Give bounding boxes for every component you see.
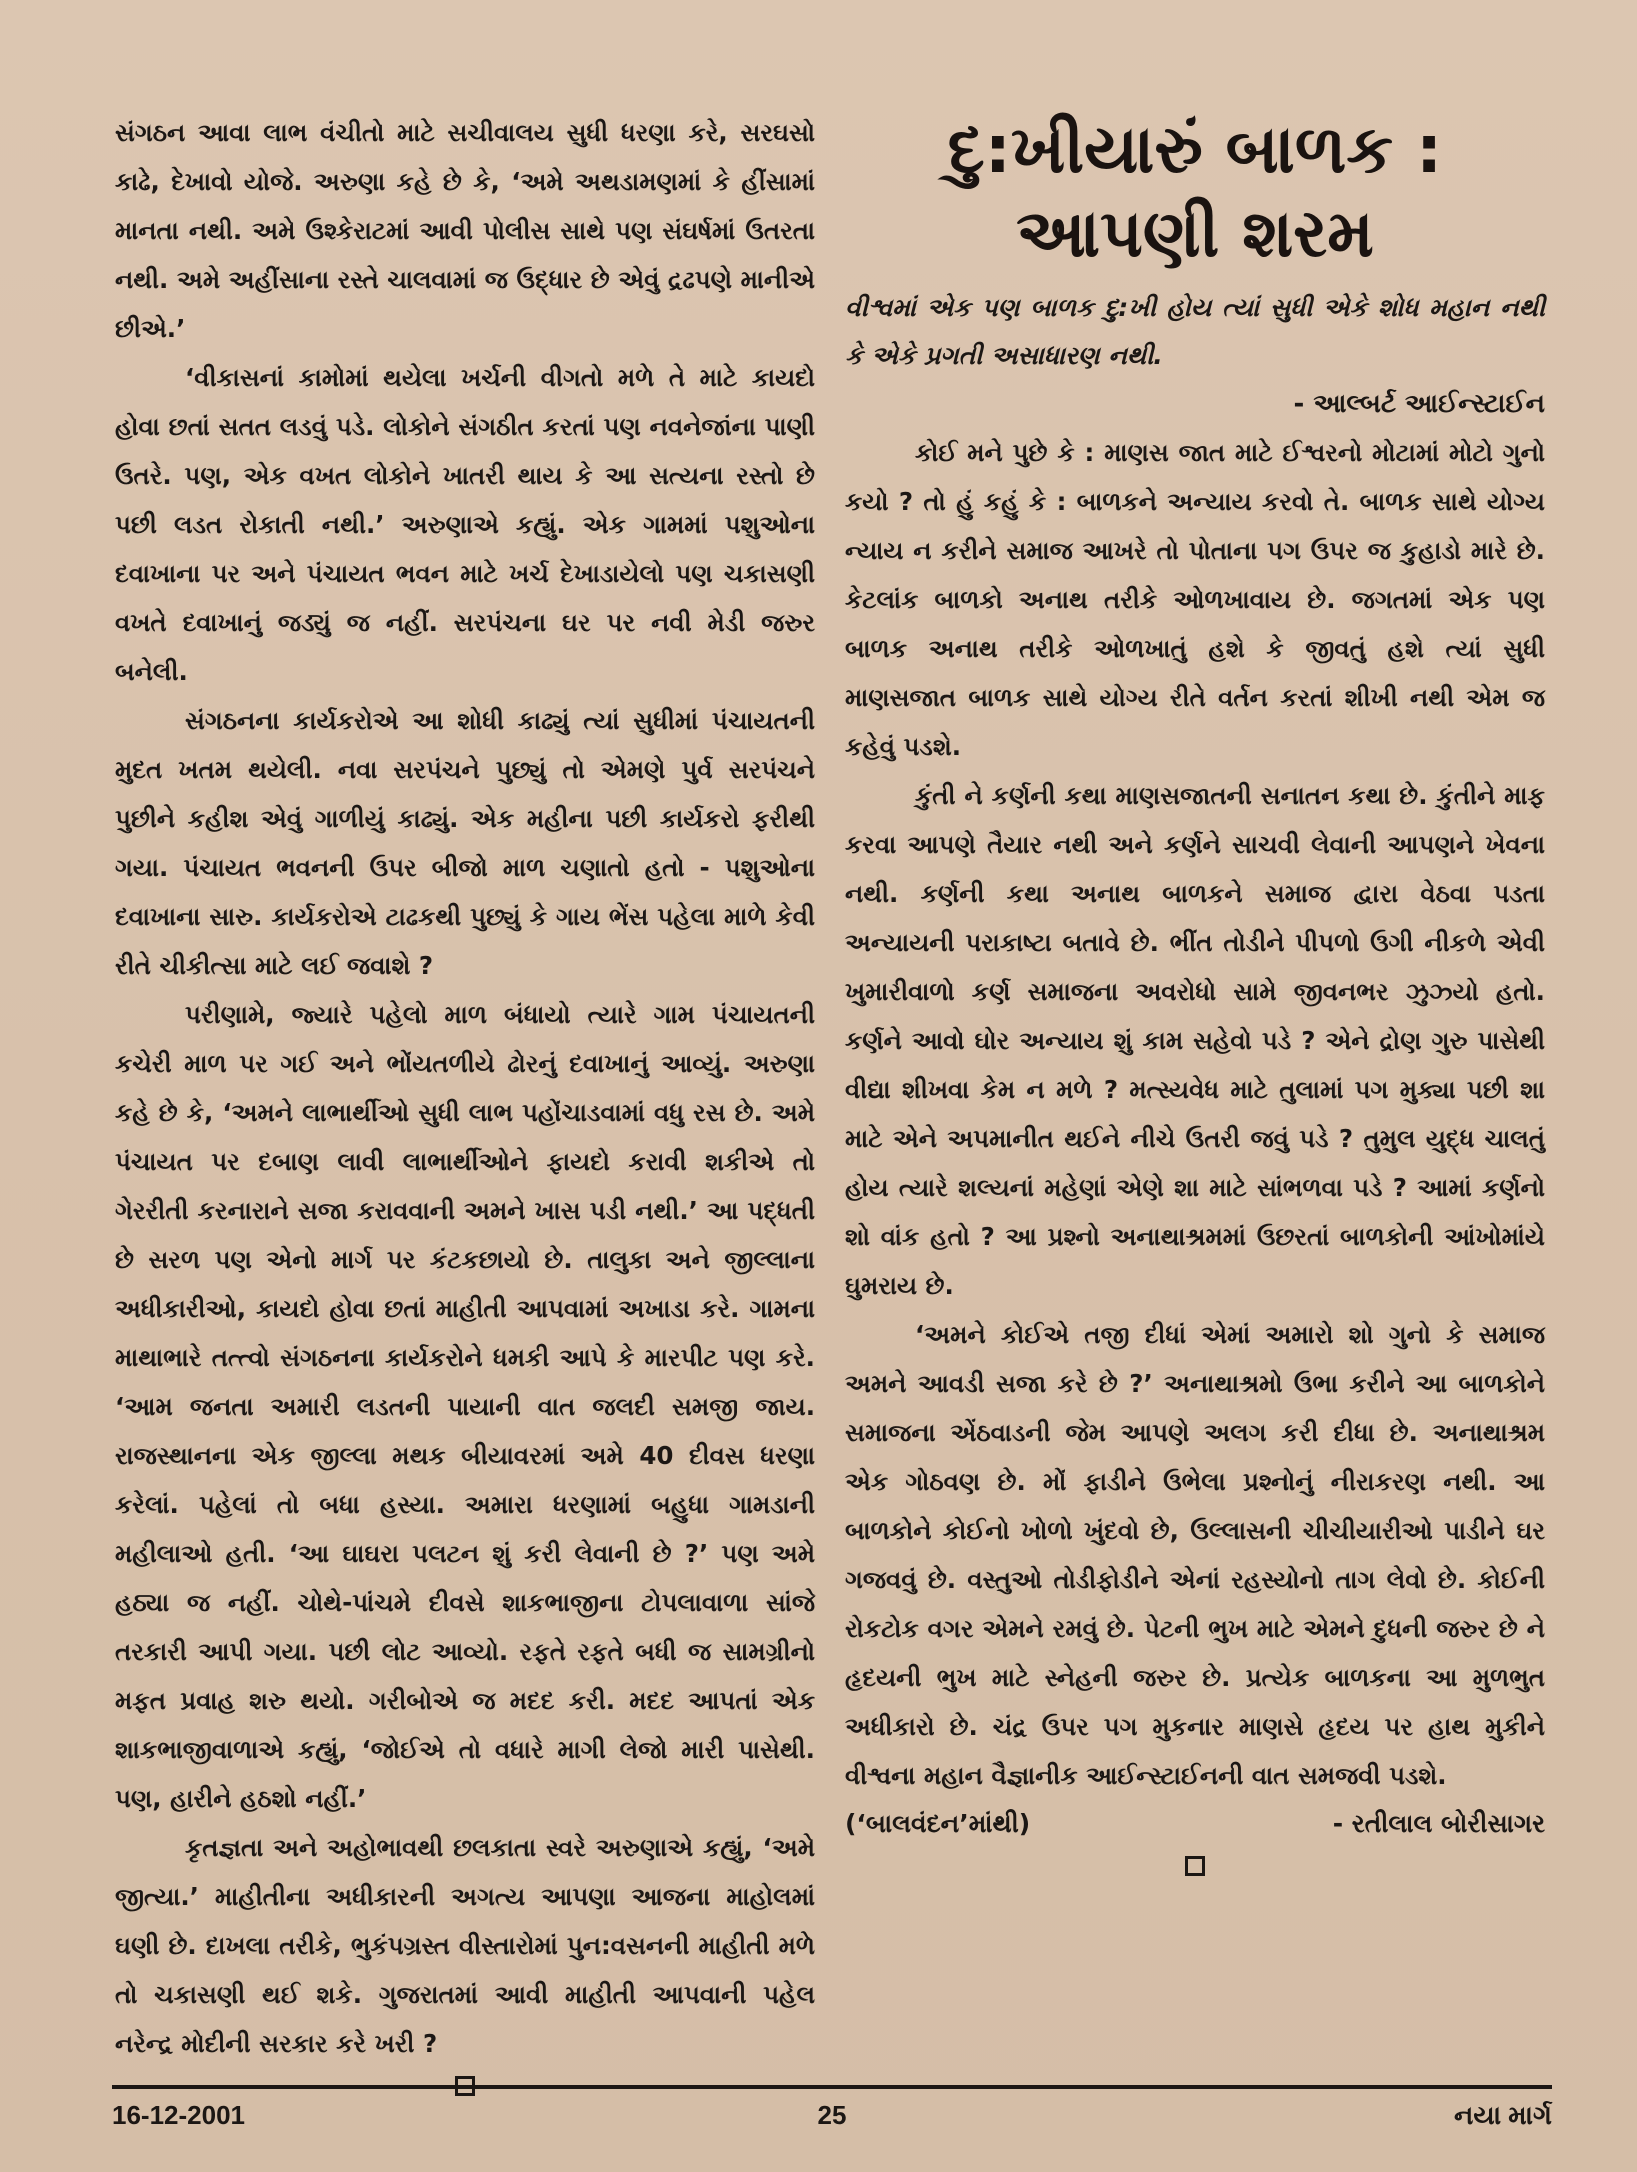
article-title (845, 108, 1545, 276)
right-paragraph-1: કોઈ મને પુછે કે : માણસ જાત માટે ઈશ્વરનો મોટામાં મોટો ગુનો કયો ? તો હું કહું કે : બાળકને અન્યાય કરવો તે. બાળક સાથે યોગ્ય ન્યાય ન કરીને સમાજ આખરે તો પોતાના પગ ઉપર જ કુહાડો મારે છે. કેટલાંક બાળકો અનાથ તરીકે ઓળખાવાય છે. જગતમાં એક પણ બાળક અનાથ તરીકે ઓળખાતું હશે કે જીવતું હશે ત્યાં સુધી માણસજાત બાળક સાથે યોગ્ય રીતે વર્તન કરતાં શીખી નથી એમ જ કહેવું પડશે. (845, 438, 1545, 761)
title-line-2: આપણી શરમ (1016, 195, 1374, 272)
right-paragraph-3: ‘અમને કોઈએ તજી દીધાં એમાં અમારો શો ગુનો કે સમાજ અમને આવડી સજા કરે છે ?’ અનાથાશ્રમો ઉભા કરીને આ બાળકોને સમાજના એંઠવાડની જેમ આપણે અલગ કરી દીધા છે. અનાથાશ્રમ એક ગોઠવણ છે. મોં ફાડીને ઉભેલા પ્રશ્નોનું નીરાકરણ નથી. આ બાળકોને કોઈનો ખોળો ખુંદવો છે, ઉલ્લાસની ચીચીયારીઓ પાડીને ઘર ગજવવું છે. વસ્તુઓ તોડીફોડીને એનાં રહસ્યોનો તાગ લેવો છે. કોઈની રોકટોક વગર એમને રમવું છે. પેટની ભુખ માટે એમને દુધની જરુર છે ને હૃદયની ભુખ માટે સ્નેહની જરુર છે. પ્રત્યેક બાળકના આ મુળભુત અધીકારો છે. ચંદ્ર ઉપર પગ મુકનાર માણસે હૃદય પર હાથ મુકીને વીશ્વના મહાન વૈજ્ઞાનીક આઈન્સ્ટાઈનની વાત સમજવી પડશે. (845, 1320, 1545, 1790)
article-source: (‘બાલવંદન’માંથી) (845, 1809, 1031, 1838)
left-column (115, 108, 815, 2108)
epigraph-author: - આલ્બર્ટ આઈન્સ્ટાઈન (1293, 389, 1545, 419)
issue-date: 16-12-2001 (112, 2100, 245, 2130)
left-paragraph-2: ‘વીકાસનાં કામોમાં થયેલા ખર્ચની વીગતો મળે તે માટે કાયદો હોવા છતાં સતત લડવું પડે. લોકોને સંગઠીત કરતાં પણ નવનેજાંના પાણી ઉતરે. પણ, એક વખત લોકોને ખાતરી થાય કે આ સત્યના રસ્તો છે પછી લડત રોકાતી નથી.’ અરુણાએ કહ્યું. એક ગામમાં પશુઓના દવાખાના પર અને પંચાયત ભવન માટે ખર્ચ દેખાડાયેલો પણ ચકાસણી વખતે દવાખાનું જડ્યું જ નહીં. સરપંચના ઘર પર નવી મેડી જરુર બનેલી. (115, 363, 815, 686)
left-paragraph-4: પરીણામે, જ્યારે પહેલો માળ બંધાયો ત્યારે ગામ પંચાયતની કચેરી માળ પર ગઈ અને ભોંયતળીયે ઢોરનું દવાખાનું આવ્યું. અરુણા કહે છે કે, ‘અમને લાભાર્થીઓ સુધી લાભ પહોંચાડવામાં વધુ રસ છે. અમે પંચાયત પર દબાણ લાવી લાભાર્થીઓને ફાયદો કરાવી શકીએ તો ગેરરીતી કરનારાને સજા કરાવવાની અમને ખાસ પડી નથી.’ આ પદ્ધતી છે સરળ પણ એનો માર્ગ પર કંટકછાયો છે. તાલુકા અને જીલ્લાના અધીકારીઓ, કાયદો હોવા છતાં માહીતી આપવામાં અખાડા કરે. ગામના માથાભારે તત્ત્વો સંગઠનના કાર્યકરોને ધમકી આપે કે મારપીટ પણ કરે. ‘આમ જનતા અમારી લડતની પાયાની વાત જલદી સમજી જાય. રાજસ્થાનના એક જીલ્લા મથક બીયાવરમાં અમે 40 દીવસ ધરણા કરેલાં. પહેલાં તો બધા હસ્યા. અમારા ધરણામાં બહુધા ગામડાની મહીલાઓ હતી. ‘આ ઘાઘરા પલટન શું કરી લેવાની છે ?’ પણ અમે હઠ્યા જ નહીં. ચોથે-પાંચમે દીવસે શાકભાજીના ટોપલાવાળા સાંજે તરકારી આપી ગયા. પછી લોટ આવ્યો. રફતે રફતે બધી જ સામગ્રીનો મફત પ્રવાહ શરુ થયો. ગરીબોએ જ મદદ કરી. મદદ આપતાં એક શાકભાજીવાળાએ કહ્યું, ‘જોઈએ તો વધારે માગી લેજો મારી પાસેથી. પણ, હારીને હઠશો નહીં.’ (115, 1000, 815, 1813)
footer-divider (112, 2085, 1552, 2089)
page-footer (112, 2100, 1552, 2132)
left-paragraph-3: સંગઠનના કાર્યકરોએ આ શોધી કાઢ્યું ત્યાં સુધીમાં પંચાયતની મુદત ખતમ થયેલી. નવા સરપંચને પુછ્યું તો એમણે પુર્વ સરપંચને પુછીને કહીશ એવું ગાળીયું કાઢ્યું. એક મહીના પછી કાર્યકરો ફરીથી ગયા. પંચાયત ભવનની ઉપર બીજો માળ ચણાતો હતો - પશુઓના દવાખાના સારુ. કાર્યકરોએ ટાઢકથી પુછ્યું કે ગાય ભેંસ પહેલા માળે કેવી રીતે ચીકીત્સા માટે લઈ જવાશે ? (115, 706, 815, 980)
end-square-icon (1185, 1856, 1205, 1876)
magazine-name: નયા માર્ગ (1454, 2100, 1552, 2130)
right-end-mark (845, 1848, 1545, 1888)
right-paragraph-2: કુંતી ને કર્ણની કથા માણસજાતની સનાતન કથા છે. કુંતીને માફ કરવા આપણે તૈયાર નથી અને કર્ણને સાચવી લેવાની આપણને ખેવના નથી. કર્ણની કથા અનાથ બાળકને સમાજ દ્વારા વેઠવા પડતા અન્યાયની પરાકાષ્ટા બતાવે છે. ભીંત તોડીને પીપળો ઉગી નીકળે એવી ખુમારીવાળો કર્ણ સમાજના અવરોધો સામે જીવનભર ઝુઝ્યો હતો. કર્ણને આવો ઘોર અન્યાય શું કામ સહેવો પડે ? એને દ્રોણ ગુરુ પાસેથી વીદ્યા શીખવા કેમ ન મળે ? મત્સ્યવેધ માટે તુલામાં પગ મુક્યા પછી શા માટે એને અપમાનીત થઈને નીચે ઉતરી જવું પડે ? તુમુલ યુદ્ધ ચાલતું હોય ત્યારે શલ્યનાં મહેણાં એણે શા માટે સાંભળવા પડે ? આમાં કર્ણનો શો વાંક હતો ? આ પ્રશ્નો અનાથાશ્રમમાં ઉછરતાં બાળકોની આંખોમાંયે ઘુમરાય છે. (845, 781, 1545, 1300)
left-paragraph-5: કૃતજ્ઞતા અને અહોભાવથી છલકાતા સ્વરે અરુણાએ કહ્યું, ‘અમે જીત્યા.’ માહીતીના અધીકારની અગત્ય આપણા આજના માહોલમાં ઘણી છે. દાખલા તરીકે, ભુકંપગ્રસ્ત વીસ્તારોમાં પુન:વસનની માહીતી મળે તો ચકાસણી થઈ શકે. ગુજરાતમાં આવી માહીતી આપવાની પહેલ નરેન્દ્ર મોદીની સરકાર કરે ખરી ? (115, 1833, 815, 2058)
article-credits (845, 1800, 1545, 1848)
page-number: 25 (817, 2100, 847, 2130)
epigraph-quote: વીશ્વમાં એક પણ બાળક દુ:ખી હોય ત્યાં સુધી એકે શોધ મહાન નથી કે એકે પ્રગતી અસાધારણ નથી. (845, 293, 1545, 370)
right-column (845, 108, 1545, 1888)
article-author: - રતીલાલ બોરીસાગર (1332, 1809, 1545, 1838)
left-paragraph-1: સંગઠન આવા લાભ વંચીતો માટે સચીવાલય સુધી ધરણા કરે, સરઘસો કાઢે, દેખાવો યોજે. અરુણા કહે છે કે, ‘અમે અથડામણમાં કે હીંસામાં માનતા નથી. અમે ઉશ્કેરાટમાં આવી પોલીસ સાથે પણ સંઘર્ષમાં ઉતરતા નથી. અમે અહીંસાના રસ્તે ચાલવામાં જ ઉદ્ધાર છે એવું દ્રઢપણે માનીએ છીએ.’ (115, 118, 815, 343)
title-line-1: દુ:ખીયારું બાળક : (947, 111, 1443, 188)
